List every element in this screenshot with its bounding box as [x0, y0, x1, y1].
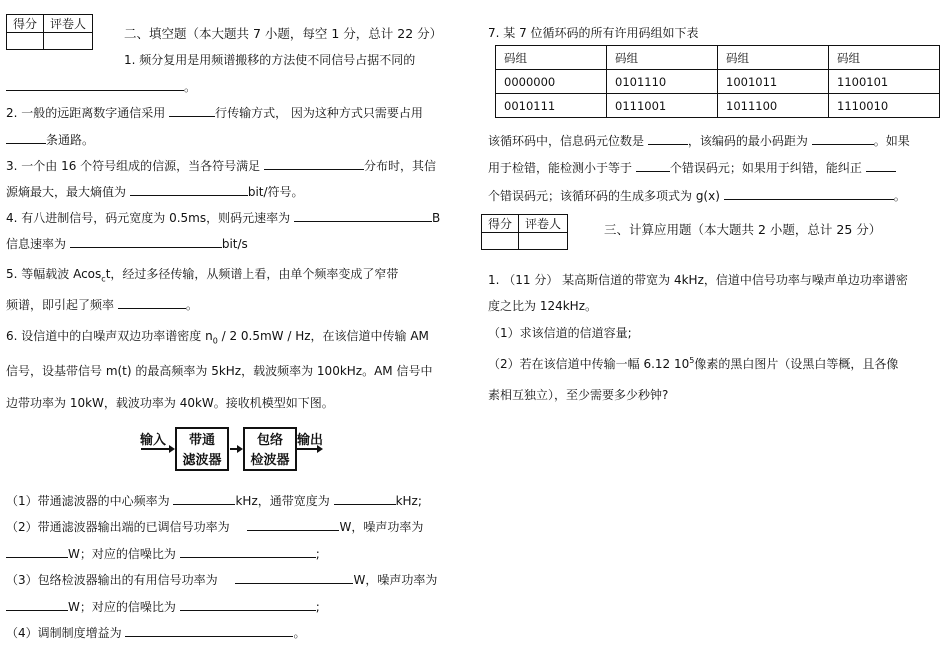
q6-p2-text-c: W；对应的信噪比为 — [68, 547, 176, 561]
q4-line1 — [6, 209, 440, 226]
q6-p4-text-a: （4）调制制度增益为 — [6, 626, 122, 640]
q2-text-b: 行传输方式， 因为这种方式只需要占用 — [215, 106, 423, 120]
table-header-cell: 码组 — [718, 46, 829, 70]
q7-text-2a: 用于检错，能检测小于等于 — [488, 161, 633, 175]
table-cell: 1100101 — [829, 70, 940, 94]
q6-part2-line1 — [6, 518, 423, 535]
envelope-detector-label-1: 包络 — [256, 433, 283, 448]
calc1-part2-line2: 素相互独立），至少需要多少秒钟? — [488, 388, 669, 402]
q6-part3-line2 — [6, 598, 320, 615]
calc1-part2-line1 — [488, 355, 898, 372]
q7-blank-1[interactable] — [648, 133, 688, 145]
table-row — [496, 94, 940, 118]
q6-p3-blank-2[interactable] — [6, 599, 68, 611]
q1-line — [6, 78, 196, 95]
grader-label: 评卷人 — [519, 215, 568, 233]
q5-text-a: 5. 等幅载波 Acos — [6, 267, 102, 281]
score-cell[interactable] — [7, 33, 44, 50]
score-box-2 — [481, 214, 568, 250]
q6-p3-blank-1[interactable] — [235, 572, 353, 584]
bandpass-filter-label-2: 滤波器 — [182, 453, 222, 468]
q5-line2 — [6, 296, 198, 313]
q5-blank[interactable] — [118, 297, 186, 309]
q6-part4 — [6, 624, 305, 641]
grader-label: 评卷人 — [44, 15, 93, 33]
diagram-output-label: 输出 — [297, 433, 324, 448]
section-3-heading: 三、计算应用题（本大题共 2 小题，总计 25 分） — [604, 222, 882, 237]
q6-p2-text-d: ; — [315, 547, 320, 561]
q6-p4-text-b: 。 — [293, 626, 306, 640]
calc1-line2: 度之比为 124kHz。 — [488, 299, 597, 313]
q6-p3-text-d: ; — [315, 600, 320, 614]
q6-p2-blank-1[interactable] — [247, 519, 339, 531]
q6-text-a2: / 2 0.5mW / Hz，在该信道中传输 AM — [217, 329, 429, 343]
q7-line3 — [488, 187, 906, 204]
q6-p3-text-c: W；对应的信噪比为 — [68, 600, 176, 614]
q6-p1-blank-2[interactable] — [334, 493, 396, 505]
receiver-diagram — [137, 420, 327, 480]
q4-line2 — [6, 235, 248, 252]
table-cell: 0000000 — [496, 70, 607, 94]
q6-p1-text-c: kHz; — [395, 494, 422, 508]
q6-p1-text-a: （1）带通滤波器的中心频率为 — [6, 494, 170, 508]
q7-text-1c: 。如果 — [873, 134, 910, 148]
grader-cell[interactable] — [519, 233, 568, 250]
q3-line1 — [6, 157, 436, 174]
q5-line1 — [6, 265, 398, 283]
score-label: 得分 — [482, 215, 519, 233]
q6-p2-text-b: W，噪声功率为 — [339, 520, 424, 534]
score-box-1 — [6, 14, 93, 50]
code-table — [495, 45, 940, 118]
q2-line1 — [6, 104, 423, 121]
q3-line2 — [6, 183, 304, 200]
q7-text-1b: ，该编码的最小码距为 — [687, 134, 808, 148]
q7-line2 — [488, 159, 896, 176]
table-cell: 0010111 — [496, 94, 607, 118]
calc1-part1: （1）求该信道的信道容量; — [488, 326, 632, 340]
score-cell[interactable] — [482, 233, 519, 250]
q3-text-a: 3. 一个由 16 个符号组成的信源，当各符号满足 — [6, 159, 261, 173]
q6-p4-blank[interactable] — [125, 625, 293, 637]
bandpass-filter-label-1: 带通 — [188, 433, 215, 448]
q6-part3-line1 — [6, 571, 437, 588]
q2-blank-2[interactable] — [6, 132, 46, 144]
q7-text-3a: 个错误码元；该循环码的生成多项式为 g(x) — [488, 189, 720, 203]
q7-blank-5[interactable] — [724, 188, 894, 200]
q6-p2-text-a: （2）带通滤波器输出端的已调信号功率为 — [6, 520, 230, 534]
q3-blank-2[interactable] — [130, 184, 248, 196]
calc1-p2-text-a: （2）若在该信道中传输一幅 6.12 10 — [488, 357, 690, 371]
table-cell: 0101110 — [607, 70, 718, 94]
q7-blank-4[interactable] — [866, 160, 896, 172]
q4-blank-1[interactable] — [294, 210, 432, 222]
q6-p3-blank-3[interactable] — [180, 599, 316, 611]
q7-blank-2[interactable] — [812, 133, 874, 145]
q7-title: 7. 某 7 位循环码的所有许用码组如下表 — [488, 26, 699, 40]
envelope-detector-label-2: 检波器 — [250, 453, 290, 468]
q4-blank-2[interactable] — [70, 236, 222, 248]
q6-p3-text-a: （3）包络检波器输出的有用信号功率为 — [6, 573, 218, 587]
q6-subscript: 0 — [212, 336, 218, 346]
bandpass-filter-block — [175, 427, 229, 471]
table-row — [496, 70, 940, 94]
q7-blank-3[interactable] — [636, 160, 670, 172]
envelope-detector-block — [243, 427, 297, 471]
score-label: 得分 — [7, 15, 44, 33]
q5-subscript: c — [101, 274, 106, 284]
q6-line2: 信号，设基带信号 m(t) 的最高频率为 5kHz，载波频率为 100kHz。AM 信号中 — [6, 364, 433, 378]
q6-p1-text-b: kHz，通带宽度为 — [235, 494, 330, 508]
q3-text-d: bit/符号。 — [247, 185, 304, 199]
table-cell: 0111001 — [607, 94, 718, 118]
q7-text-2b: 个错误码元；如果用于纠错，能纠正 — [669, 161, 862, 175]
q2-text-c: 条通路。 — [46, 133, 95, 147]
q6-line1 — [6, 327, 429, 345]
table-header-cell: 码组 — [829, 46, 940, 70]
calc1-line1: 1. （11 分） 某高斯信道的带宽为 4kHz，信道中信号功率与噪声单边功率谱密 — [488, 273, 908, 287]
diagram-input-label: 输入 — [140, 433, 167, 448]
table-header-cell: 码组 — [607, 46, 718, 70]
section-2-heading: 二、填空题（本大题共 7 小题，每空 1 分，总计 22 分） — [124, 26, 443, 41]
q4-text-d: bit/s — [221, 237, 248, 251]
q6-p3-text-b: W，噪声功率为 — [353, 573, 438, 587]
q3-blank-1[interactable] — [264, 158, 364, 170]
q6-p1-blank-1[interactable] — [173, 493, 235, 505]
q1-tail: 。 — [184, 80, 197, 94]
q2-blank-1[interactable] — [169, 105, 215, 117]
q2-line2 — [6, 131, 94, 148]
q4-text-b: B — [431, 211, 441, 225]
table-cell: 1011100 — [718, 94, 829, 118]
q6-part1 — [6, 492, 422, 509]
q7-text-1a: 该循环码中，信息码元位数是 — [488, 134, 645, 148]
q6-line3: 边带功率为 10kW，载波功率为 40kW。接收机模型如下图。 — [6, 396, 334, 410]
q5-text-b: 频谱，即引起了频率 — [6, 298, 115, 312]
table-cell: 1110010 — [829, 94, 940, 118]
calc1-p2-text-b: 像素的黑白图片（设黑白等概，且各像 — [694, 357, 899, 371]
q6-p2-blank-3[interactable] — [180, 546, 316, 558]
q3-text-b: 分布时，其信 — [364, 159, 437, 173]
calc1-superscript: 5 — [689, 356, 695, 365]
table-header-cell: 码组 — [496, 46, 607, 70]
q6-p2-blank-2[interactable] — [6, 546, 68, 558]
grader-cell[interactable] — [44, 33, 93, 50]
q2-text-a: 2. 一般的远距离数字通信采用 — [6, 106, 166, 120]
q5-text-c: 。 — [185, 298, 198, 312]
q7-line1 — [488, 132, 910, 149]
table-cell: 1001011 — [718, 70, 829, 94]
q7-text-3b: 。 — [893, 189, 906, 203]
q6-text-a: 6. 设信道中的白噪声双边功率谱密度 n — [6, 329, 213, 343]
q4-text-a: 4. 有八进制信号，码元宽度为 0.5ms，则码元速率为 — [6, 211, 291, 225]
q3-text-c: 源熵最大，最大熵值为 — [6, 185, 127, 199]
q6-part2-line2 — [6, 545, 320, 562]
q4-text-c: 信息速率为 — [6, 237, 67, 251]
q1-blank[interactable] — [6, 79, 184, 91]
q1-text: 1. 频分复用是用频谱搬移的方法使不同信号占据不同的 — [124, 53, 416, 67]
q5-text-a2: t，经过多径传输，从频谱上看，由单个频率变成了窄带 — [105, 267, 399, 281]
